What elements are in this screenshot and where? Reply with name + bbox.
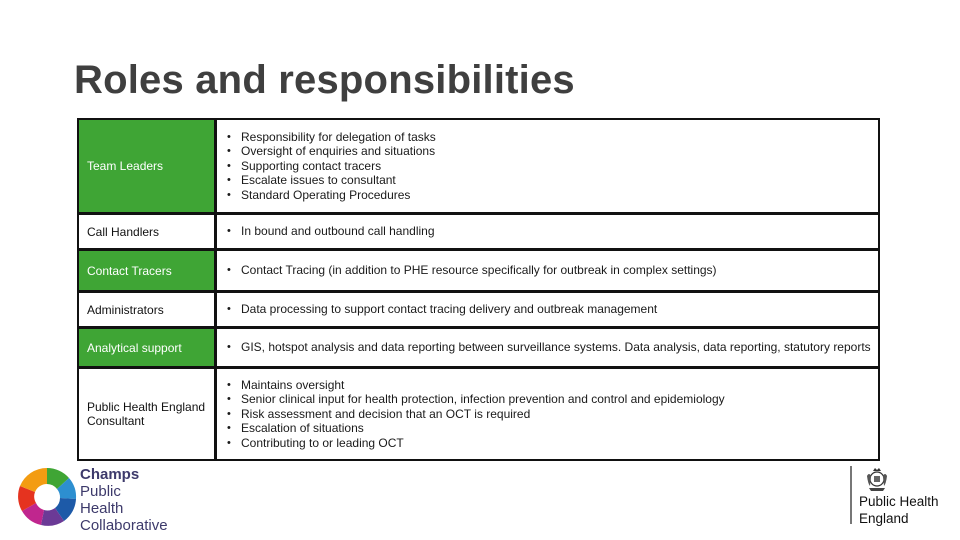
champs-line3: Collaborative [80,517,168,534]
role-label: Call Handlers [79,215,217,248]
list-item: • Senior clinical input for health protection, infection prevention and control and epidemiology [227,392,725,407]
phe-logo [850,466,955,528]
role-label: Public Health England Consultant [79,369,217,459]
table-row [79,120,878,212]
list-item: • Contact Tracing (in addition to PHE resource specifically for outbreak in complex settings) [227,263,717,278]
phe-wordmark [859,493,939,527]
list-item: • Contributing to or leading OCT [227,436,725,451]
roles-table [77,118,880,461]
list-item: • Standard Operating Procedures [227,188,436,203]
role-label: Administrators [79,293,217,326]
list-item: • Escalate issues to consultant [227,173,436,188]
responsibilities-cell [217,369,878,459]
role-label: Analytical support [79,329,217,366]
list-item: • Data processing to support contact tracing delivery and outbreak management [227,302,657,317]
responsibilities-cell [217,215,878,248]
role-label: Team Leaders [79,120,217,212]
responsibilities-cell [217,293,878,326]
phe-line2: England [859,511,909,526]
responsibilities-cell [217,251,878,290]
champs-ring-icon [16,466,78,528]
list-item: • Responsibility for delegation of tasks [227,130,436,145]
table-row [79,251,878,290]
champs-logo [16,466,168,534]
role-label: Contact Tracers [79,251,217,290]
list-item: • In bound and outbound call handling [227,224,435,239]
page-title: Roles and responsibilities [74,58,575,102]
list-item: • Oversight of enquiries and situations [227,144,436,159]
responsibilities-list [227,340,871,355]
champs-line1: Champs [80,466,140,483]
royal-crest-icon [864,466,890,492]
list-item: • Maintains oversight [227,378,725,393]
responsibilities-list [227,130,436,203]
phe-divider-line [850,466,852,524]
list-item: • Risk assessment and decision that an OCT is required [227,407,725,422]
list-item: • Supporting contact tracers [227,159,436,174]
list-item: • GIS, hotspot analysis and data reporting between surveillance systems. Data analysis, data reporting, statutory reports [227,340,871,355]
list-item: • Escalation of situations [227,421,725,436]
responsibilities-list [227,224,435,239]
responsibilities-list [227,263,717,278]
phe-line1: Public Health [859,494,939,509]
table-row [79,329,878,366]
table-row [79,215,878,248]
responsibilities-cell [217,329,878,366]
champs-line2: Public Health [80,483,124,517]
responsibilities-cell [217,120,878,212]
table-row [79,293,878,326]
table-row [79,369,878,459]
responsibilities-list [227,302,657,317]
champs-wordmark [80,466,168,534]
responsibilities-list [227,378,725,451]
